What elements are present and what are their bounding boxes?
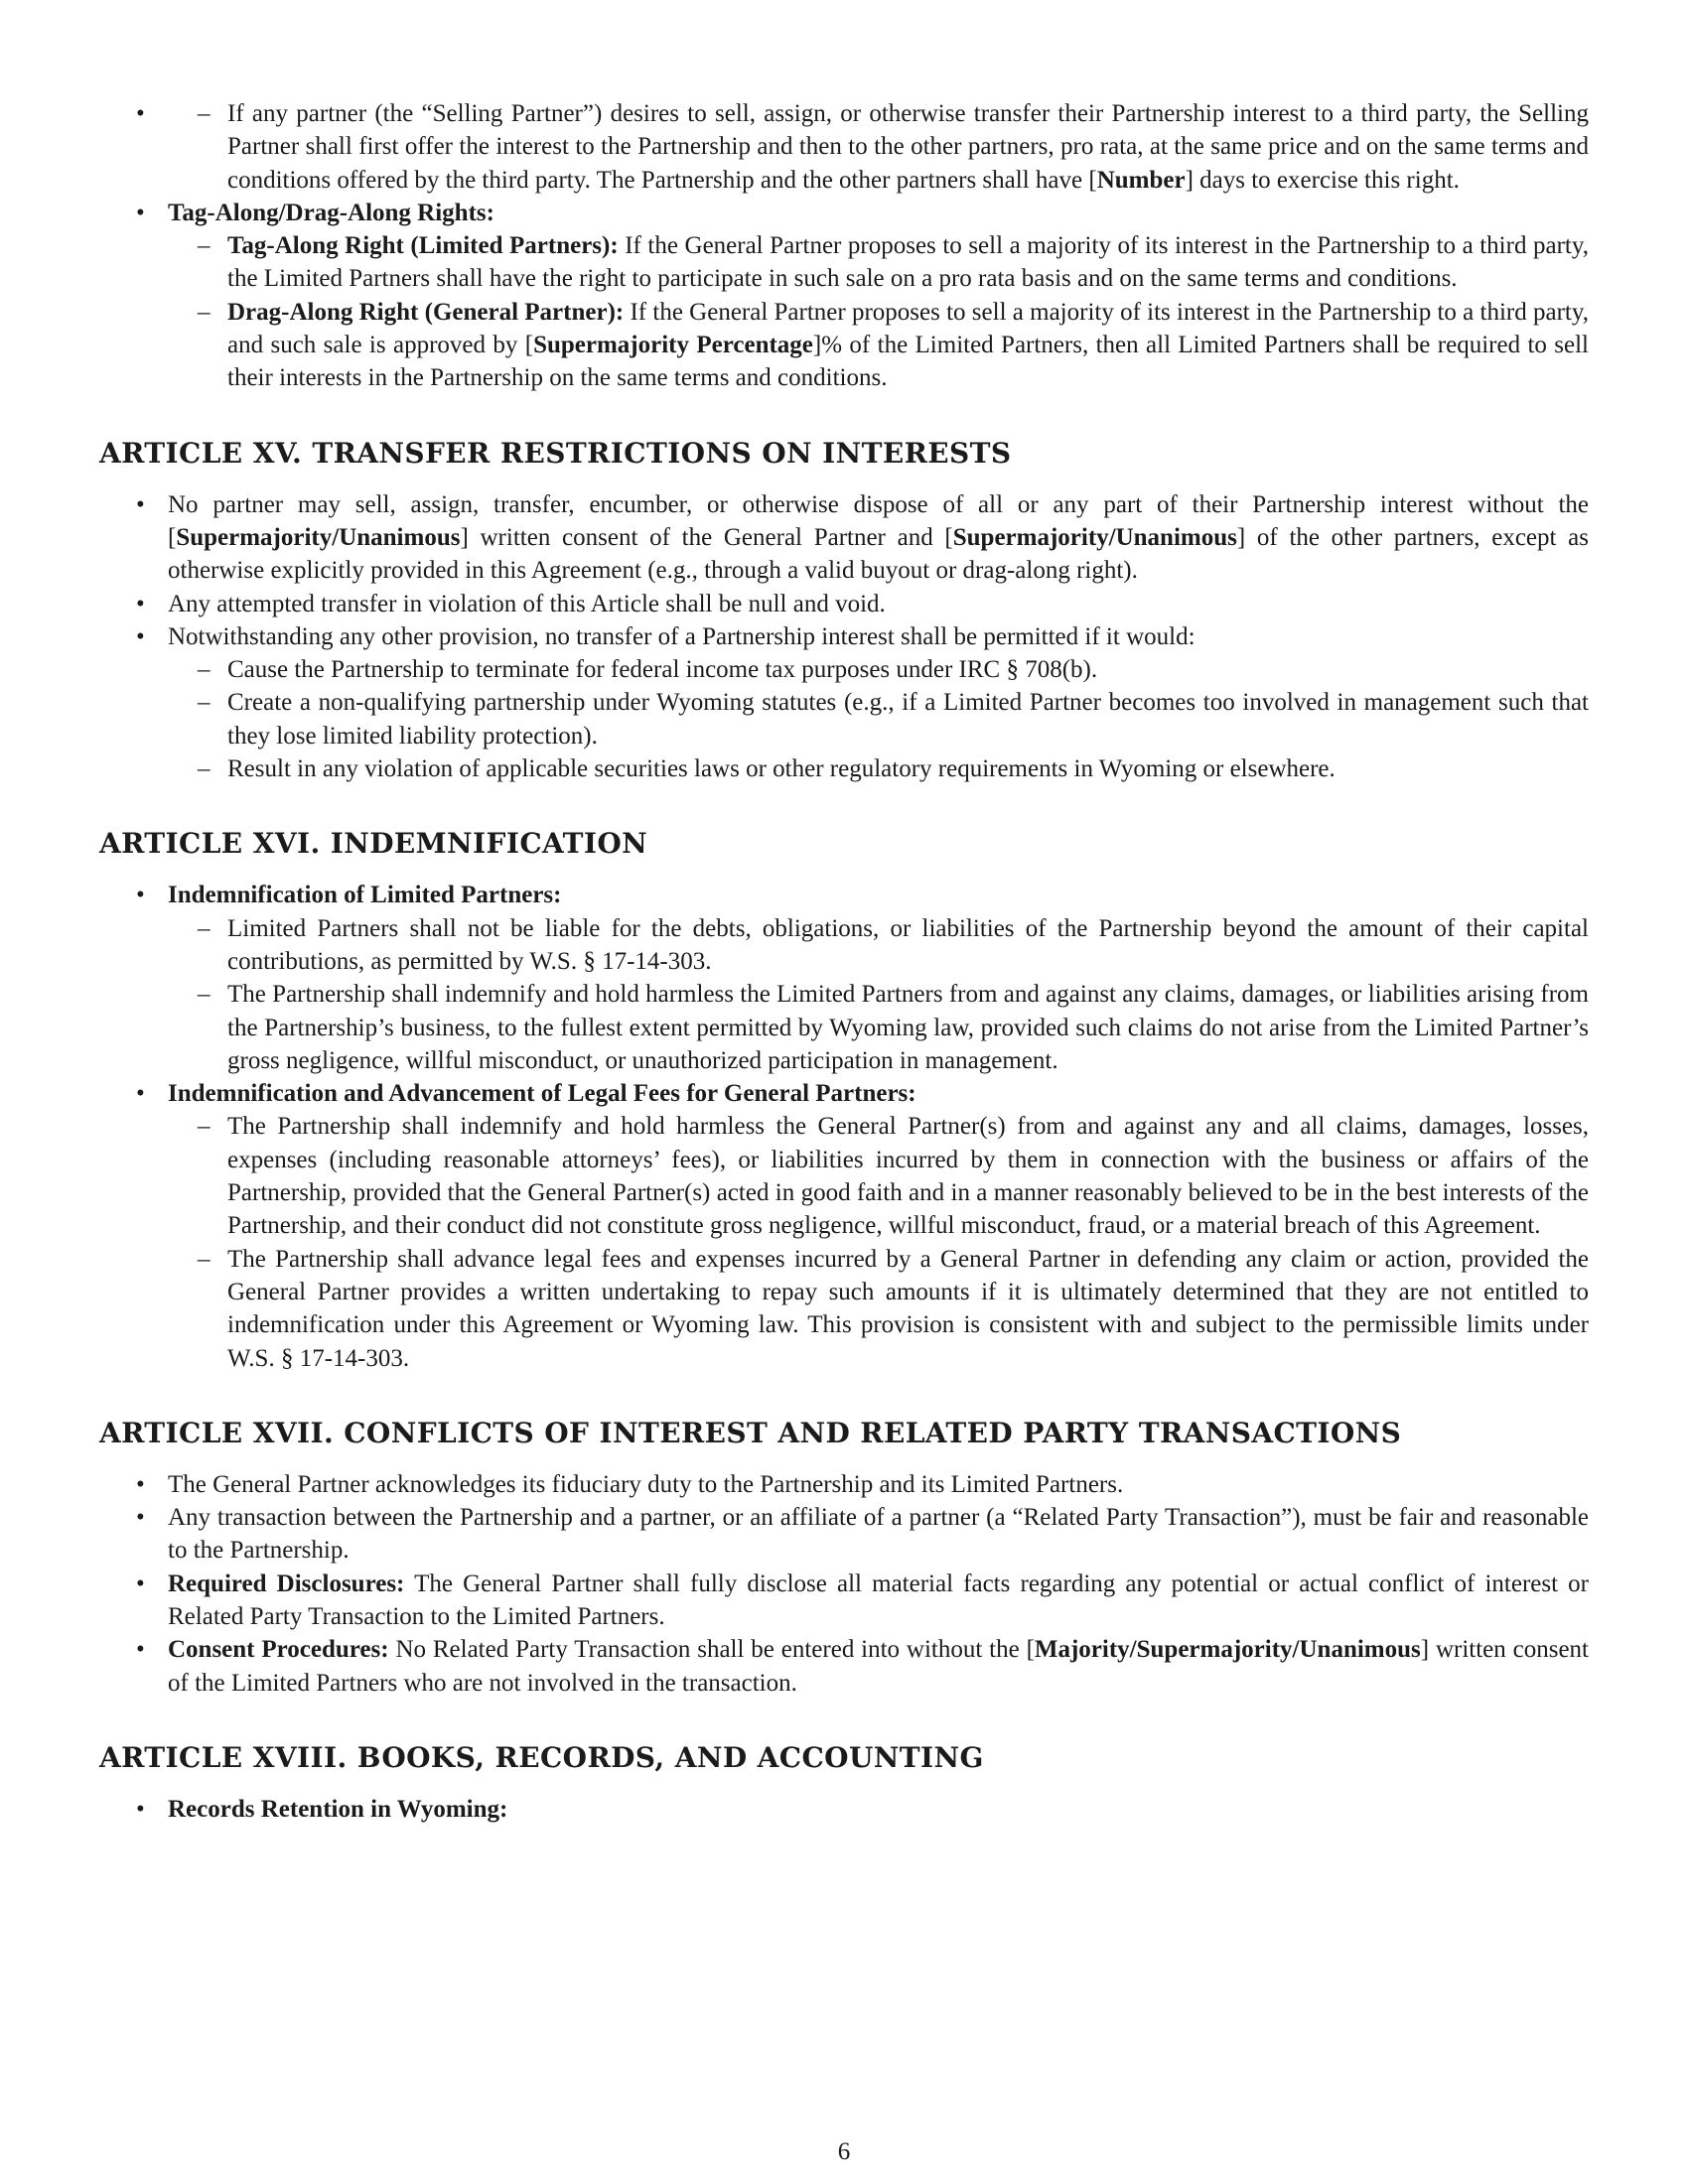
intro-list: [99, 97, 1589, 197]
article-17-heading: ARTICLE XVII. CONFLICTS OF INTEREST AND RELATED PARTY TRANSACTIONS: [99, 1416, 1402, 1449]
article-16-list: [99, 879, 1589, 1374]
article-18-list: [99, 1793, 1589, 1826]
list-item: • Any attempted transfer in violation of this Article shall be null and void.: [99, 588, 1589, 620]
article-15-list: [99, 488, 1589, 786]
list-item: • Indemnification and Advancement of Legal Fees for General Partners: – The Partnership shall indemnify and hold harmless the General Partner(s) from and against any and all claims, damages, losses, expenses (including reasonable attorneys’ fees), or liabilities incurred by them in connection with the business or affairs of the Partnership, provided that the General Partner(s) acted in good faith and in a manner reasonably believed to be in the best interests of the Partnership, and their conduct did not constitute gross negligence, willful misconduct, fraud, or a material breach of this Agreement. – The Partnership shall advance legal fees and expenses incurred by a General Partner in defending any claim or action, provided the General Partner provides a written undertaking to repay such amounts if it is ultimately determined that they are not entitled to indemnification under this Agreement or Wyoming law. This provision is consistent with and subject to the permissible limits under W.S. § 17-14-303.: [99, 1077, 1589, 1375]
sublist: [99, 1110, 1589, 1374]
page-number: 6: [837, 2138, 851, 2165]
article-18-heading: ARTICLE XVIII. BOOKS, RECORDS, AND ACCOUNTING: [99, 1740, 984, 1774]
list-item-selling-partner: – • If any partner (the “Selling Partner”) desires to sell, assign, or otherwise transfer their Partnership interest to a third party, the Selling Partner shall first offer the interest to the Partnership and then to the other partners, pro rata, at the same price and on the same terms and conditions offered by the third party. The Partnership and the other partners shall have [Number] days to exercise this right.: [168, 97, 1589, 197]
tag-drag-list: [99, 197, 1589, 395]
tag-drag-heading: Tag-Along/Drag-Along Rights:: [168, 199, 494, 226]
document-page: [99, 97, 1589, 1826]
article-15-heading: ARTICLE XV. TRANSFER RESTRICTIONS ON INTERESTS: [99, 436, 1012, 470]
list-item: • No partner may sell, assign, transfer, encumber, or otherwise dispose of all or any part of their Partnership interest without the [Supermajority/Unanimous] written consent of the General Partner and [Supermajority/Unanimous] of the other partners, except as otherwise explicitly provided in this Agreement (e.g., through a valid buyout or drag-along right).: [99, 488, 1589, 588]
article-17-list: [99, 1468, 1589, 1700]
sublist: [99, 229, 1589, 394]
list-item-tag-drag: [99, 197, 1589, 395]
list-item: – Limited Partners shall not be liable for the debts, obligations, or liabilities of the Partnership beyond the amount of their capital contributions, as permitted by W.S. § 17-14-303.: [168, 912, 1589, 979]
sublist: [99, 97, 1589, 197]
list-item: • Notwithstanding any other provision, no transfer of a Partnership interest shall be permitted if it would: – Cause the Partnership to terminate for federal income tax purposes under IRC § 708(b). – Create a non-qualifying partnership under Wyoming statutes (e.g., if a Limited Partner becomes too involved in management such that they lose limited liability protection). – Result in any violation of applicable securities laws or other regulatory requirements in Wyoming or elsewhere.: [99, 620, 1589, 785]
sublist: [99, 912, 1589, 1077]
list-item: [99, 97, 1589, 197]
sublist: [99, 653, 1589, 785]
list-item: • Indemnification of Limited Partners: – Limited Partners shall not be liable for the debts, obligations, or liabilities of the Partnership beyond the amount of their capital contributions, as permitted by W.S. § 17-14-303. – The Partnership shall indemnify and hold harmless the Limited Partners from and against any claims, damages, or liabilities arising from the Partnership’s business, to the fullest extent permitted by Wyoming law, provided such claims do not arise from the Limited Partner’s gross negligence, willful misconduct, or unauthorized participation in management.: [99, 879, 1589, 1077]
list-item: – The Partnership shall advance legal fees and expenses incurred by a General Partner in defending any claim or action, provided the General Partner provides a written undertaking to repay such amounts if it is ultimately determined that they are not entitled to indemnification under this Agreement or Wyoming law. This provision is consistent with and subject to the permissible limits under W.S. § 17-14-303.: [168, 1243, 1589, 1375]
list-item: • The General Partner acknowledges its fiduciary duty to the Partnership and its Limited Partners.: [99, 1468, 1589, 1501]
list-item-drag-along: – Drag-Along Right (General Partner): If the General Partner proposes to sell a majority of its interest in the Partnership to a third party, and such sale is approved by [Supermajority Percentage]% of the Limited Partners, then all Limited Partners shall be required to sell their interests in the Partnership on the same terms and conditions.: [168, 296, 1589, 395]
list-item: – The Partnership shall indemnify and hold harmless the Limited Partners from and against any claims, damages, or liabilities arising from the Partnership’s business, to the fullest extent permitted by Wyoming law, provided such claims do not arise from the Limited Partner’s gross negligence, willful misconduct, or unauthorized participation in management.: [168, 978, 1589, 1077]
article-16-heading: ARTICLE XVI. INDEMNIFICATION: [99, 827, 648, 861]
list-item: • Any transaction between the Partnership and a partner, or an affiliate of a partner (a “Related Party Transaction”), must be fair and reasonable to the Partnership.: [99, 1501, 1589, 1568]
list-item: • Records Retention in Wyoming:: [99, 1793, 1589, 1826]
list-item: – Cause the Partnership to terminate for federal income tax purposes under IRC § 708(b).: [168, 653, 1589, 686]
list-item: • Required Disclosures: The General Partner shall fully disclose all material facts regarding any potential or actual conflict of interest or Related Party Transaction to the Limited Partners.: [99, 1568, 1589, 1634]
list-item: • Consent Procedures: No Related Party Transaction shall be entered into without the [Majority/Supermajority/Unanimous] written consent of the Limited Partners who are not involved in the transaction.: [99, 1633, 1589, 1700]
list-item: – Result in any violation of applicable securities laws or other regulatory requirements in Wyoming or elsewhere.: [168, 752, 1589, 785]
list-item: – Create a non-qualifying partnership under Wyoming statutes (e.g., if a Limited Partner becomes too involved in management such that they lose limited liability protection).: [168, 686, 1589, 752]
list-item-tag-along: – Tag-Along Right (Limited Partners): If the General Partner proposes to sell a majority of its interest in the Partnership to a third party, the Limited Partners shall have the right to participate in such sale on a pro rata basis and on the same terms and conditions.: [168, 229, 1589, 296]
list-item: – The Partnership shall indemnify and hold harmless the General Partner(s) from and against any and all claims, damages, losses, expenses (including reasonable attorneys’ fees), or liabilities incurred by them in connection with the business or affairs of the Partnership, provided that the General Partner(s) acted in good faith and in a manner reasonably believed to be in the best interests of the Partnership, and their conduct did not constitute gross negligence, willful misconduct, fraud, or a material breach of this Agreement.: [168, 1110, 1589, 1242]
